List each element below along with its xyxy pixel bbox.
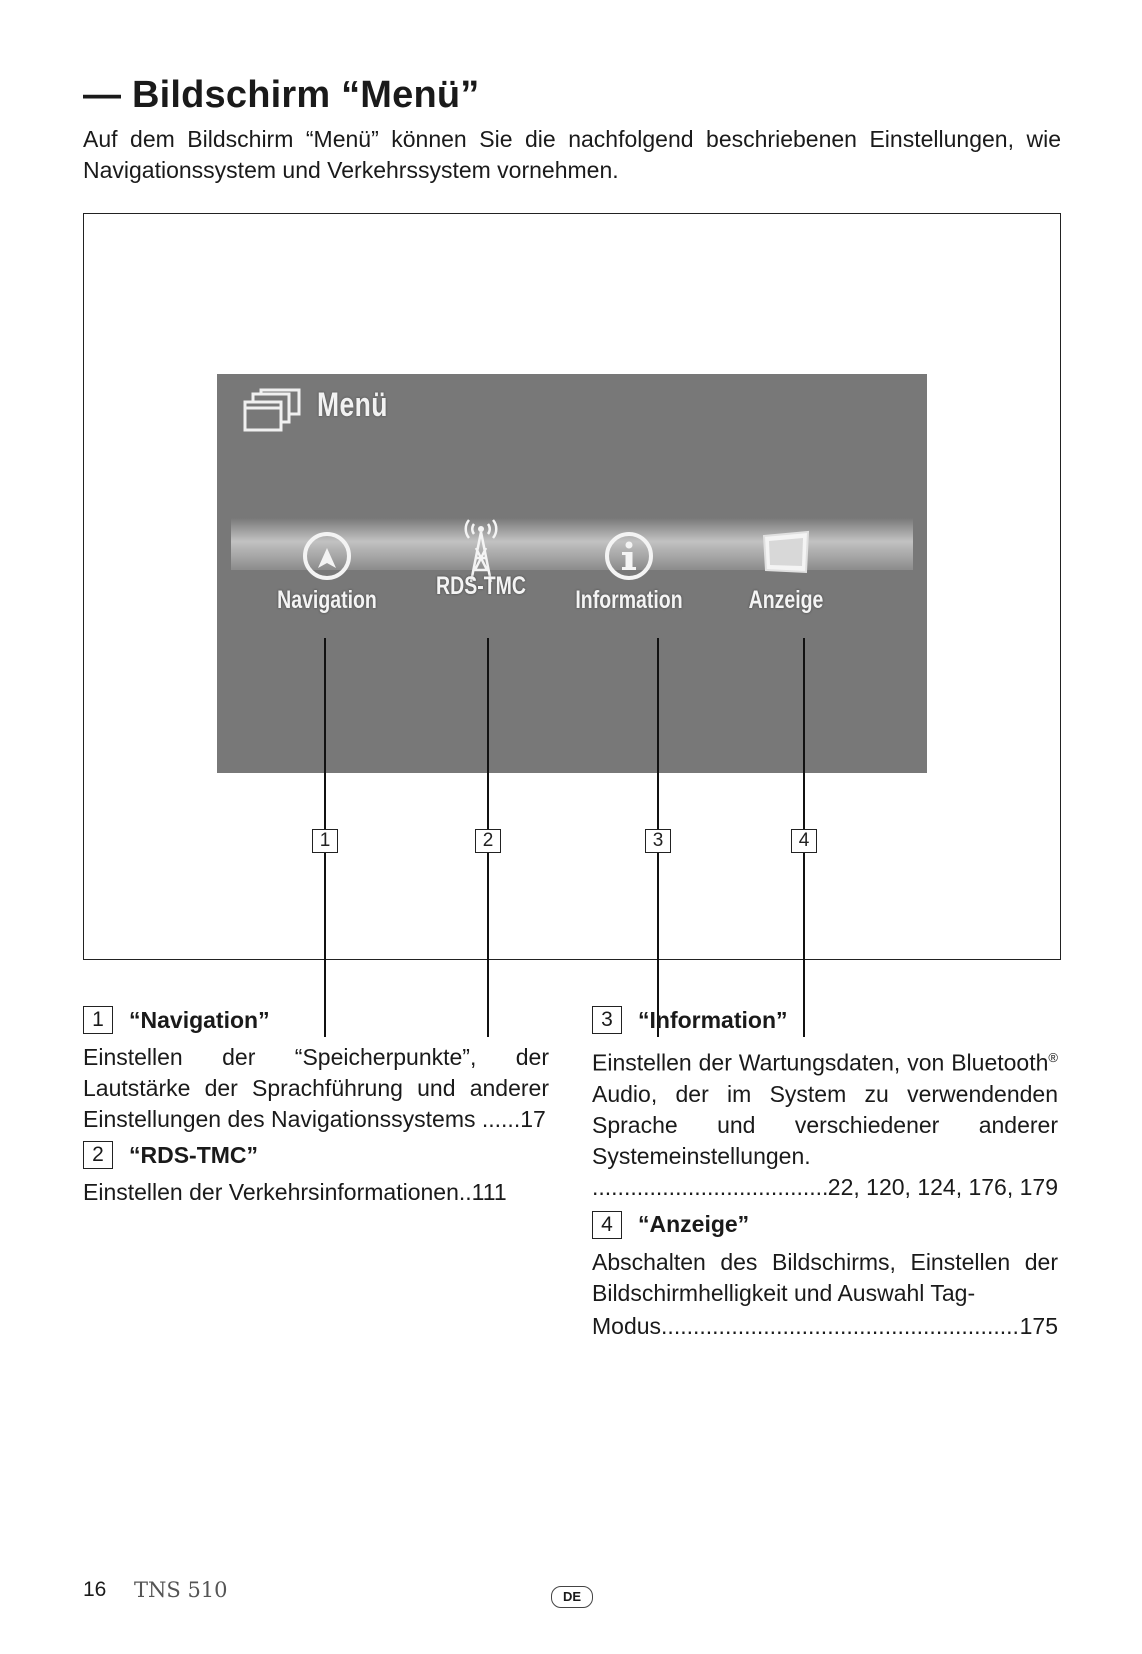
section-text: Einstellen der “Speicherpunkte”, der Lautstärke der Sprachführung und anderer Einstellungen des Navigationssystems [83, 1044, 549, 1132]
menu-item-rds-tmc[interactable] [411, 512, 551, 601]
section-title: “Navigation” [129, 1006, 270, 1033]
intro-text: Auf dem Bildschirm “Menü” können Sie die nachfolgend beschriebenen Einstellungen, wie Navigationssystem und Verkehrssystem vornehmen. [83, 126, 1061, 183]
callout-2: 2 [475, 829, 501, 853]
section-body [83, 1042, 549, 1135]
section-heading [592, 1004, 1058, 1036]
section-title: “Anzeige” [638, 1211, 750, 1238]
info-icon [599, 526, 659, 584]
right-column [592, 1004, 1058, 1342]
menu-item-information[interactable] [559, 526, 699, 615]
dots-leader: ...... [481, 1106, 521, 1132]
menu-screen-figure [83, 213, 1061, 960]
model-name: TNS 510 [134, 1578, 228, 1602]
callout-1: 1 [312, 829, 338, 853]
page-reference: 111 [471, 1179, 507, 1205]
section-body [592, 1042, 1058, 1172]
section-text: Audio, der im System zu verwendenden Sprache und verschiedener anderer Systemeinstellungen. [592, 1080, 1058, 1169]
section-number: 3 [592, 1006, 622, 1034]
section-heading [592, 1209, 1058, 1241]
page-reference: 175 [1019, 1312, 1058, 1339]
menu-item-label: Anzeige [748, 586, 824, 614]
callout-4: 4 [791, 829, 817, 853]
page-title: — Bildschirm “Menü” [83, 74, 480, 116]
dots-leader: .. [458, 1179, 472, 1205]
section-text: Modus [592, 1312, 662, 1339]
section-number: 2 [83, 1141, 113, 1169]
navigation-icon [297, 526, 357, 584]
section-number: 4 [592, 1211, 622, 1239]
registered-mark: ® [1048, 1050, 1058, 1065]
section-title: “RDS-TMC” [129, 1141, 259, 1168]
page-reference: 17 [520, 1106, 546, 1132]
display-icon [756, 526, 816, 584]
language-badge: DE [551, 1586, 593, 1608]
page-number: 16 [83, 1578, 107, 1601]
menu-item-navigation[interactable] [257, 526, 397, 615]
menu-item-anzeige[interactable] [716, 526, 856, 615]
page-reference-line [592, 1172, 1058, 1203]
callout-3: 3 [645, 829, 671, 853]
left-column [83, 1004, 549, 1208]
section-heading [83, 1139, 549, 1171]
menu-item-label: Navigation [277, 586, 377, 614]
menu-windows-icon [243, 388, 303, 432]
page-reference: 22, 120, 124, 176, 179 [827, 1173, 1058, 1200]
section-number: 1 [83, 1006, 113, 1034]
menu-item-label: Information [575, 586, 683, 614]
menu-item-label: RDS-TMC [436, 572, 526, 600]
section-title: “Information” [638, 1006, 788, 1033]
section-body: Abschalten des Bildschirms, Einstellen der Bildschirmhelligkeit und Auswahl Tag- [592, 1248, 1058, 1306]
page-reference-line [592, 1311, 1058, 1342]
dots-leader [661, 1311, 1020, 1342]
section-text: Einstellen der Verkehrsinformationen [83, 1179, 459, 1205]
dots-leader [592, 1172, 828, 1203]
section-heading [83, 1004, 549, 1036]
section-text: Einstellen der Wartungsdaten, von Bluetooth [592, 1049, 1049, 1076]
section-body [83, 1177, 549, 1208]
screen-title: Menü [317, 386, 388, 424]
